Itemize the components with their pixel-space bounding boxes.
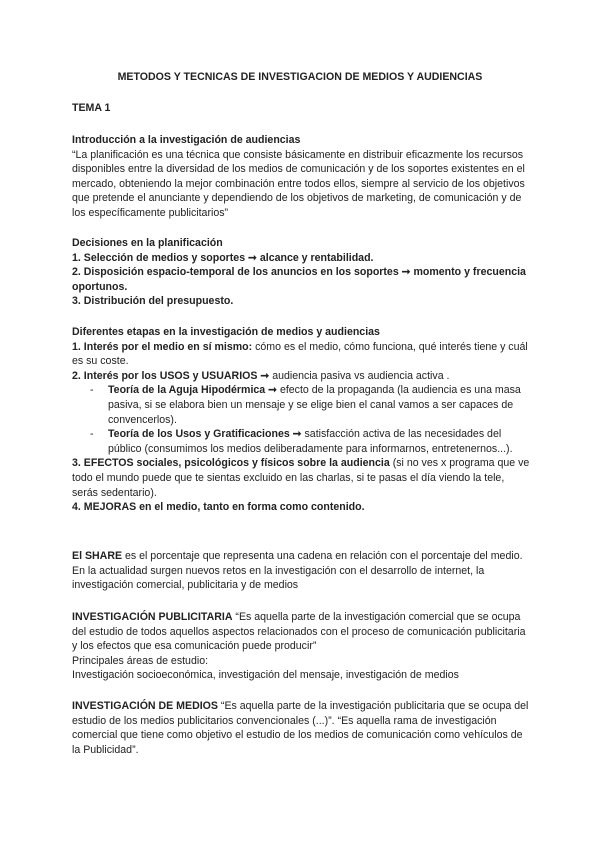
- share-section: [72, 549, 532, 593]
- decisiones-heading: Decisiones en la planificación: [72, 237, 223, 249]
- inv-medios-paragraph: INVESTIGACIÓN DE MEDIOS “Es aquella parte de la investigación publicitaria que se ocupa del estudio de los medios publicitarios convencionales (...)”. “Es aquella rama de investigación comercial que tiene como objetivo el estudio de los medios de comunicación como vehículos de la Publicidad”.: [72, 700, 529, 756]
- inv-publicitaria-section: [72, 610, 532, 683]
- document-title: METODOS Y TECNICAS DE INVESTIGACION DE MEDIOS Y AUDIENCIAS: [117, 71, 483, 83]
- intro-section: [72, 133, 532, 221]
- decision-item-1: 1. Selección de medios y soportes ➞ alcance y rentabilidad.: [72, 251, 374, 264]
- decision-item-2: 2. Disposición espacio-temporal de los anuncios en los soportes ➞ momento y frecuencia oportunos.: [72, 266, 526, 293]
- decision-item-3: 3. Distribución del presupuesto.: [72, 295, 234, 308]
- etapa-2-sublist: [72, 383, 532, 456]
- inv-medios-section: [72, 699, 532, 757]
- etapas-section: [72, 325, 532, 515]
- etapas-heading: Diferentes etapas en la investigación de medios y audiencias: [72, 326, 380, 338]
- sub-item-aguja: - Teoría de la Aguja Hipodérmica ➞ efecto de la propaganda (la audiencia es una masa pasiva, si se elabora bien un mensaje y se elige bien el canal vamos a ser capaces de convencerlos).: [90, 384, 521, 426]
- intro-heading: Introducción a la investigación de audiencias: [72, 134, 301, 146]
- etapa-1: 1. Interés por el medio en sí mismo: cómo es el medio, cómo funciona, qué interés tiene y cuál es su coste.: [72, 340, 528, 368]
- etapa-3: 3. EFECTOS sociales, psicológicos y físicos sobre la audiencia (si no ves x programa que ve todo el mundo puede que te sientas excluido en las charlas, si te pasas el día viendo la tele, serás sedentario).: [72, 457, 530, 499]
- inv-publicitaria-paragraph: INVESTIGACIÓN PUBLICITARIA “Es aquella parte de la investigación comercial que se ocupa del estudio de todos aquellos aspectos relacionados con el proceso de comunicación publicitaria y los efectos que esa comunicación puede producir”: [72, 611, 526, 653]
- intro-quote: “La planificación es una técnica que consiste básicamente en distribuir eficazmente los recursos disponibles entre la diversidad de los medios de comunicación y de los soportes existentes en el mercado, obteniendo la mejor combinación entre todos ellos, siempre al servicio de los objetivos que pretende el anunciante y dependiendo de los objetivos de marketing, de comunicación y de los específicamente publicitarios”: [72, 148, 525, 219]
- areas-label: Principales áreas de estudio:: [72, 654, 209, 667]
- etapa-4: 4. MEJORAS en el medio, tanto en forma como contenido.: [72, 501, 365, 514]
- areas-list: Investigación socioeconómica, investigación del mensaje, investigación de medios: [72, 669, 459, 682]
- etapa-2: 2. Interés por los USOS y USUARIOS ➞ audiencia pasiva vs audiencia activa .: [72, 369, 450, 382]
- decisiones-section: [72, 236, 532, 309]
- share-paragraph: El SHARE es el porcentaje que representa una cadena en relación con el porcentaje del medio. En la actualidad surgen nuevos retos en la investigación con el desarrollo de internet, la investigación comercial, publicitaria y de medios: [72, 550, 523, 592]
- tema-heading: TEMA 1: [72, 102, 111, 114]
- sub-item-usos: - Teoría de los Usos y Gratificaciones ➞ satisfacción activa de las necesidades del público (consumimos los medios deliberadamente para informarnos, entretenernos...).: [90, 428, 513, 455]
